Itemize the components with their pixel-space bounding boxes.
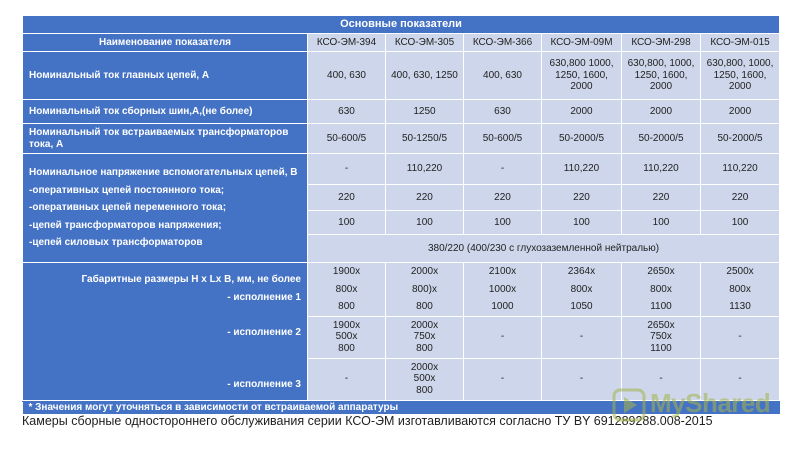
- table-cell: 50-1250/5: [386, 124, 464, 154]
- table-cell: 400, 630: [464, 52, 542, 100]
- cell-text: 2000x 800)x 800: [410, 266, 439, 312]
- model-header: КСО-ЭМ-09М: [542, 34, 622, 52]
- watermark-logo: [612, 386, 787, 426]
- table-cell: 220: [464, 185, 542, 211]
- model-header: КСО-ЭМ-015: [701, 34, 780, 52]
- watermark-icon: [612, 388, 646, 422]
- watermark-text: MyShared: [650, 388, 771, 418]
- cell-text: -: [344, 373, 349, 385]
- cell-text: 2650x 800x 1100: [647, 266, 675, 312]
- table-cell: 50-2000/5: [622, 124, 701, 154]
- table-cell: [308, 358, 386, 400]
- cell-text: -: [500, 331, 505, 343]
- cell-text: 1900x 500x 800: [332, 319, 361, 354]
- table-footnote: * Значения могут уточняться в зависимости от встраиваемой аппаратуры: [23, 400, 780, 414]
- model-header: КСО-ЭМ-298: [622, 34, 701, 52]
- table-cell: 630,800 1000, 1250, 1600, 2000: [542, 52, 622, 100]
- cell-text: 2650x 750x 1100: [647, 319, 675, 354]
- cell-text: -: [579, 331, 584, 343]
- cell-text: 2100x 1000x 1000: [488, 266, 517, 312]
- table-cell: 220: [386, 185, 464, 211]
- table-cell: 100: [386, 211, 464, 235]
- table-cell: [701, 263, 780, 317]
- page-caption: Камеры сборные одностороннего обслуживания серии КСО-ЭМ изготавливаются согласно ТУ BY 691289288.008-2015: [22, 414, 713, 428]
- table-cell: 630: [308, 100, 386, 124]
- table-cell: 2000: [701, 100, 780, 124]
- model-header: КСО-ЭМ-394: [308, 34, 386, 52]
- table-cell: -: [464, 154, 542, 185]
- table-cell: 110,220: [386, 154, 464, 185]
- cell-text: 2364x 800x 1050: [567, 266, 596, 312]
- model-header: КСО-ЭМ-366: [464, 34, 542, 52]
- table-cell: [542, 316, 622, 358]
- table-cell: [308, 316, 386, 358]
- table-cell: [308, 263, 386, 317]
- table-cell: 400, 630: [308, 52, 386, 100]
- cell-text: -: [579, 373, 584, 385]
- table-cell: 630: [464, 100, 542, 124]
- table-cell: -: [308, 154, 386, 185]
- transformer-current-label: Номинальный ток встраиваемых трансформаторов тока, А: [23, 124, 308, 154]
- table-cell: 400, 630, 1250: [386, 52, 464, 100]
- cell-text: -: [738, 373, 742, 385]
- table-cell: 100: [542, 211, 622, 235]
- table-cell: 220: [622, 185, 701, 211]
- table-cell: [464, 263, 542, 317]
- specs-table: [22, 15, 780, 414]
- cell-text: -: [738, 331, 742, 343]
- table-cell: 220: [701, 185, 780, 211]
- table-cell: 50-2000/5: [542, 124, 622, 154]
- table-cell: 50-600/5: [308, 124, 386, 154]
- cell-text: 2500x 800x 1130: [726, 266, 754, 312]
- table-cell: 630,800, 1000, 1250, 1600, 2000: [701, 52, 780, 100]
- cell-text: -: [500, 373, 505, 385]
- table-cell: 110,220: [701, 154, 780, 185]
- table-cell: [386, 263, 464, 317]
- main-current-label: Номинальный ток главных цепей, А: [23, 52, 308, 100]
- dimensions-text: Габаритные размеры H x Lx B, мм, не более - исполнение 1 - исполнение 2 - исполнение 3: [81, 274, 301, 390]
- busbar-current-label: Номинальный ток сборных шин,А,(не более): [23, 100, 308, 124]
- table-cell: 2000: [622, 100, 701, 124]
- table-cell: [464, 316, 542, 358]
- table-cell: 100: [622, 211, 701, 235]
- power-transformer-voltage: 380/220 (400/230 с глухозаземленной нейтралью): [308, 235, 780, 263]
- table-cell: 2000: [542, 100, 622, 124]
- table-cell: [542, 358, 622, 400]
- cell-text: 1900x 800x 800: [332, 266, 361, 312]
- table-cell: 100: [701, 211, 780, 235]
- table-cell: [386, 358, 464, 400]
- table-cell: 110,220: [622, 154, 701, 185]
- cell-text: 2000x 500x 800: [410, 361, 439, 396]
- table-cell: 100: [308, 211, 386, 235]
- cell-text: 2000x 750x 800: [410, 319, 439, 354]
- param-header: Наименование показателя: [23, 34, 308, 52]
- table-cell: [622, 316, 701, 358]
- table-cell: 220: [542, 185, 622, 211]
- table-cell: 100: [464, 211, 542, 235]
- table-cell: [464, 358, 542, 400]
- table-cell: [386, 316, 464, 358]
- table-cell: [701, 316, 780, 358]
- table-title: Основные показатели: [23, 16, 780, 34]
- table-cell: [622, 263, 701, 317]
- cell-text: -: [659, 373, 663, 385]
- table-cell: 50-2000/5: [701, 124, 780, 154]
- table-cell: [542, 263, 622, 317]
- model-header: КСО-ЭМ-305: [386, 34, 464, 52]
- dimensions-label: [23, 263, 308, 401]
- table-cell: 50-600/5: [464, 124, 542, 154]
- table-cell: 220: [308, 185, 386, 211]
- aux-voltage-label: [23, 154, 308, 263]
- table-cell: 1250: [386, 100, 464, 124]
- aux-voltage-text: Номинальное напряжение вспомогательных цепей, В -оперативных цепей постоянного тока; -оперативных цепей переменного тока; -цепей трансформаторов напряжения; -цепей силовых трансформаторов: [29, 167, 298, 249]
- table-cell: 110,220: [542, 154, 622, 185]
- table-cell: 630,800, 1000, 1250, 1600, 2000: [622, 52, 701, 100]
